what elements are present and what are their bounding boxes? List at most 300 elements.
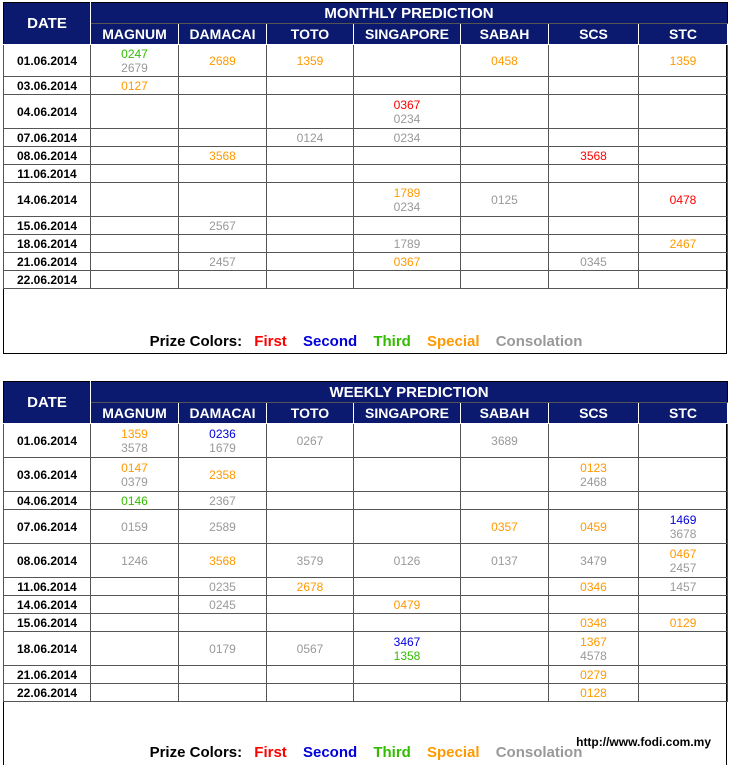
prediction-cell-stc: [639, 632, 728, 666]
predicted-number: 2468: [580, 474, 607, 489]
prediction-cell-sabah: [461, 147, 549, 165]
prediction-cell-scs: [549, 596, 639, 614]
prediction-cell-scs: [549, 666, 639, 684]
prediction-cell-damacai: [179, 510, 267, 544]
prediction-cell-magnum: [91, 165, 179, 183]
prediction-cell-damacai: [179, 632, 267, 666]
prediction-cell-magnum: [91, 271, 179, 289]
prediction-cell-damacai: [179, 165, 267, 183]
predicted-number: 0458: [491, 53, 518, 68]
prediction-cell-sabah: [461, 183, 549, 217]
prediction-cell-magnum: [91, 666, 179, 684]
prediction-cell-stc: [639, 253, 728, 271]
prediction-cell-scs: [549, 183, 639, 217]
prediction-cell-toto: [267, 271, 354, 289]
predicted-number: 0459: [580, 519, 607, 534]
prediction-cell-stc: [639, 578, 728, 596]
predicted-number: 0235: [209, 579, 236, 594]
prediction-cell-damacai: [179, 666, 267, 684]
date-cell: 15.06.2014: [4, 217, 91, 235]
prediction-cell-stc: [639, 544, 728, 578]
table-row: [4, 45, 728, 77]
prediction-cell-stc: [639, 424, 728, 458]
date-cell: 18.06.2014: [4, 235, 91, 253]
predicted-number: 3568: [580, 148, 607, 163]
prediction-cell-toto: [267, 666, 354, 684]
predicted-number: 3579: [296, 553, 324, 568]
predicted-number: 0245: [209, 597, 236, 612]
prediction-cell-magnum: [91, 510, 179, 544]
predicted-number: 0179: [209, 641, 236, 656]
prediction-cell-sabah: [461, 165, 549, 183]
predicted-number: 0279: [580, 667, 607, 682]
prediction-cell-sabah: [461, 271, 549, 289]
predicted-number: 0128: [580, 685, 607, 700]
legend-second: Second: [302, 333, 358, 350]
prediction-cell-stc: [639, 235, 728, 253]
site-url: http://www.fodi.com.my: [576, 735, 711, 749]
prediction-cell-magnum: [91, 77, 179, 95]
prediction-cell-damacai: [179, 458, 267, 492]
column-header-magnum: MAGNUM: [91, 24, 179, 45]
predicted-number: 0478: [669, 192, 697, 207]
prediction-cell-magnum: [91, 632, 179, 666]
column-header-toto: TOTO: [267, 403, 354, 424]
prediction-cell-scs: [549, 544, 639, 578]
table-row: [4, 544, 728, 578]
prediction-cell-stc: [639, 183, 728, 217]
predicted-number: 2679: [121, 60, 148, 75]
predicted-number: 0348: [580, 615, 607, 630]
prediction-cell-magnum: [91, 458, 179, 492]
prediction-cell-stc: [639, 45, 728, 77]
monthly-prediction-panel: [3, 2, 727, 354]
prediction-cell-toto: [267, 544, 354, 578]
legend-third: Third: [373, 744, 411, 761]
prediction-cell-singapore: [354, 492, 461, 510]
prediction-cell-stc: [639, 510, 728, 544]
prediction-cell-toto: [267, 95, 354, 129]
weekly-prediction-panel: [3, 381, 727, 765]
table-row: [4, 424, 728, 458]
table-row: [4, 217, 728, 235]
prediction-cell-singapore: [354, 544, 461, 578]
prediction-cell-stc: [639, 492, 728, 510]
prediction-cell-toto: [267, 147, 354, 165]
predicted-number: 2367: [209, 493, 236, 508]
legend-second: Second: [302, 744, 358, 761]
legend-consolation: Consolation: [495, 333, 583, 350]
date-cell: 22.06.2014: [4, 684, 91, 702]
prediction-cell-stc: [639, 147, 728, 165]
predicted-number: 0127: [121, 78, 148, 93]
prediction-cell-stc: [639, 614, 728, 632]
predicted-number: 0129: [669, 615, 697, 630]
prediction-cell-damacai: [179, 77, 267, 95]
prediction-cell-damacai: [179, 235, 267, 253]
prediction-cell-magnum: [91, 424, 179, 458]
table-row: [4, 578, 728, 596]
prediction-cell-singapore: [354, 614, 461, 632]
table-row: [4, 183, 728, 217]
predicted-number: 0137: [491, 553, 518, 568]
prediction-cell-damacai: [179, 147, 267, 165]
predicted-number: 0345: [580, 254, 607, 269]
prediction-cell-sabah: [461, 544, 549, 578]
prediction-cell-sabah: [461, 666, 549, 684]
prediction-cell-damacai: [179, 492, 267, 510]
prediction-cell-toto: [267, 424, 354, 458]
prediction-cell-stc: [639, 217, 728, 235]
predicted-number: 0379: [121, 474, 148, 489]
predicted-number: 0367: [393, 254, 421, 269]
prediction-cell-toto: [267, 578, 354, 596]
date-cell: 14.06.2014: [4, 596, 91, 614]
prediction-cell-singapore: [354, 147, 461, 165]
table-row: [4, 271, 728, 289]
prediction-cell-singapore: [354, 77, 461, 95]
prediction-cell-scs: [549, 235, 639, 253]
prediction-cell-toto: [267, 183, 354, 217]
prediction-cell-sabah: [461, 45, 549, 77]
date-header: DATE: [4, 3, 91, 45]
table-row: [4, 77, 728, 95]
column-header-magnum: MAGNUM: [91, 403, 179, 424]
date-cell: 22.06.2014: [4, 271, 91, 289]
predicted-number: 1359: [296, 53, 324, 68]
weekly-prediction-table: [3, 381, 728, 702]
prediction-cell-singapore: [354, 183, 461, 217]
prediction-cell-scs: [549, 614, 639, 632]
predicted-number: 0357: [491, 519, 518, 534]
date-cell: 11.06.2014: [4, 578, 91, 596]
date-cell: 15.06.2014: [4, 614, 91, 632]
prediction-cell-toto: [267, 596, 354, 614]
date-cell: 08.06.2014: [4, 544, 91, 578]
monthly-prediction-table: [3, 2, 728, 289]
column-header-singapore: SINGAPORE: [354, 403, 461, 424]
table-row: [4, 253, 728, 271]
prediction-cell-damacai: [179, 45, 267, 77]
prediction-cell-magnum: [91, 684, 179, 702]
prediction-cell-sabah: [461, 578, 549, 596]
predicted-number: 0247: [121, 46, 148, 61]
prediction-cell-sabah: [461, 95, 549, 129]
prediction-cell-stc: [639, 165, 728, 183]
date-cell: 04.06.2014: [4, 492, 91, 510]
prediction-cell-stc: [639, 666, 728, 684]
predicted-number: 0467: [669, 546, 697, 561]
date-cell: 01.06.2014: [4, 45, 91, 77]
prediction-cell-magnum: [91, 183, 179, 217]
prediction-cell-toto: [267, 458, 354, 492]
prediction-cell-singapore: [354, 510, 461, 544]
table-row: [4, 510, 728, 544]
prediction-cell-stc: [639, 129, 728, 147]
predicted-number: 0146: [121, 493, 148, 508]
predicted-number: 4578: [580, 648, 607, 663]
prediction-cell-magnum: [91, 217, 179, 235]
prediction-cell-stc: [639, 684, 728, 702]
prediction-cell-stc: [639, 77, 728, 95]
table-row: [4, 666, 728, 684]
column-header-singapore: SINGAPORE: [354, 24, 461, 45]
prediction-cell-scs: [549, 45, 639, 77]
prediction-cell-toto: [267, 77, 354, 95]
table-row: [4, 129, 728, 147]
column-header-scs: SCS: [549, 24, 639, 45]
prediction-cell-toto: [267, 129, 354, 147]
predicted-number: 1789: [393, 185, 421, 200]
table-row: [4, 614, 728, 632]
prediction-cell-scs: [549, 492, 639, 510]
legend-third: Third: [373, 333, 411, 350]
prediction-cell-stc: [639, 95, 728, 129]
prediction-cell-toto: [267, 492, 354, 510]
date-cell: 07.06.2014: [4, 129, 91, 147]
prediction-cell-damacai: [179, 578, 267, 596]
predicted-number: 3568: [209, 148, 236, 163]
prediction-cell-magnum: [91, 95, 179, 129]
prediction-cell-damacai: [179, 253, 267, 271]
legend-first: First: [254, 744, 287, 761]
column-header-stc: STC: [639, 403, 728, 424]
date-cell: 03.06.2014: [4, 77, 91, 95]
column-header-damacai: DAMACAI: [179, 24, 267, 45]
prediction-cell-scs: [549, 578, 639, 596]
predicted-number: 1359: [669, 53, 697, 68]
predicted-number: 0367: [393, 97, 421, 112]
predicted-number: 1367: [580, 634, 607, 649]
prediction-cell-singapore: [354, 129, 461, 147]
column-header-toto: TOTO: [267, 24, 354, 45]
predicted-number: 3578: [121, 440, 148, 455]
predicted-number: 0346: [580, 579, 607, 594]
prediction-cell-scs: [549, 424, 639, 458]
column-header-sabah: SABAH: [461, 24, 549, 45]
prediction-cell-damacai: [179, 95, 267, 129]
date-cell: 01.06.2014: [4, 424, 91, 458]
prediction-cell-scs: [549, 129, 639, 147]
column-header-stc: STC: [639, 24, 728, 45]
date-cell: 21.06.2014: [4, 666, 91, 684]
date-cell: 04.06.2014: [4, 95, 91, 129]
prediction-cell-singapore: [354, 271, 461, 289]
prediction-cell-scs: [549, 632, 639, 666]
prediction-cell-singapore: [354, 253, 461, 271]
predicted-number: 2358: [209, 467, 236, 482]
prediction-cell-toto: [267, 217, 354, 235]
prediction-cell-sabah: [461, 458, 549, 492]
table-row: [4, 235, 728, 253]
prediction-cell-singapore: [354, 578, 461, 596]
prediction-cell-sabah: [461, 253, 549, 271]
prediction-cell-damacai: [179, 183, 267, 217]
prediction-cell-toto: [267, 45, 354, 77]
predicted-number: 3467: [393, 634, 421, 649]
table-row: [4, 632, 728, 666]
prediction-cell-sabah: [461, 596, 549, 614]
prediction-cell-damacai: [179, 544, 267, 578]
prediction-cell-stc: [639, 596, 728, 614]
predicted-number: 1359: [121, 426, 148, 441]
prediction-cell-magnum: [91, 45, 179, 77]
prediction-cell-toto: [267, 253, 354, 271]
predicted-number: 2457: [209, 254, 236, 269]
predicted-number: 2457: [669, 560, 697, 575]
predicted-number: 0234: [393, 130, 421, 145]
prediction-cell-singapore: [354, 458, 461, 492]
date-cell: 03.06.2014: [4, 458, 91, 492]
prediction-cell-scs: [549, 510, 639, 544]
prediction-cell-singapore: [354, 45, 461, 77]
prediction-cell-sabah: [461, 424, 549, 458]
prediction-cell-magnum: [91, 544, 179, 578]
prediction-cell-sabah: [461, 614, 549, 632]
prediction-cell-scs: [549, 253, 639, 271]
prediction-cell-toto: [267, 165, 354, 183]
table-row: [4, 492, 728, 510]
prediction-cell-singapore: [354, 666, 461, 684]
prediction-cell-damacai: [179, 684, 267, 702]
prediction-cell-singapore: [354, 217, 461, 235]
prediction-cell-sabah: [461, 217, 549, 235]
prediction-cell-singapore: [354, 424, 461, 458]
table-row: [4, 165, 728, 183]
prediction-cell-stc: [639, 271, 728, 289]
prediction-cell-scs: [549, 95, 639, 129]
table-row: [4, 684, 728, 702]
prediction-cell-damacai: [179, 424, 267, 458]
prediction-cell-singapore: [354, 165, 461, 183]
prediction-cell-magnum: [91, 492, 179, 510]
column-header-scs: SCS: [549, 403, 639, 424]
predicted-number: 2567: [209, 218, 236, 233]
predicted-number: 0234: [393, 111, 421, 126]
predicted-number: 1457: [669, 579, 697, 594]
prediction-cell-toto: [267, 684, 354, 702]
legend-special: Special: [427, 744, 480, 761]
predicted-number: 3479: [580, 553, 607, 568]
date-cell: 14.06.2014: [4, 183, 91, 217]
monthly-title: MONTHLY PREDICTION: [91, 3, 728, 24]
predicted-number: 1358: [393, 648, 421, 663]
prediction-cell-toto: [267, 235, 354, 253]
date-cell: 21.06.2014: [4, 253, 91, 271]
prediction-cell-magnum: [91, 578, 179, 596]
prediction-cell-sabah: [461, 77, 549, 95]
predicted-number: 2678: [296, 579, 324, 594]
predicted-number: 1246: [121, 553, 148, 568]
prediction-cell-singapore: [354, 95, 461, 129]
predicted-number: 2589: [209, 519, 236, 534]
weekly-rows: [4, 424, 728, 702]
prediction-cell-damacai: [179, 129, 267, 147]
column-header-row: [4, 24, 728, 45]
predicted-number: 0479: [393, 597, 421, 612]
prediction-cell-damacai: [179, 217, 267, 235]
prediction-cell-sabah: [461, 684, 549, 702]
monthly-rows: [4, 45, 728, 289]
prediction-cell-sabah: [461, 129, 549, 147]
prediction-cell-sabah: [461, 632, 549, 666]
prediction-cell-sabah: [461, 492, 549, 510]
prediction-cell-singapore: [354, 596, 461, 614]
prediction-cell-singapore: [354, 632, 461, 666]
prize-colors-legend: [4, 333, 728, 350]
prediction-cell-singapore: [354, 684, 461, 702]
table-row: [4, 147, 728, 165]
prediction-cell-toto: [267, 614, 354, 632]
prediction-cell-scs: [549, 165, 639, 183]
prediction-cell-toto: [267, 632, 354, 666]
predicted-number: 0567: [296, 641, 324, 656]
predicted-number: 2689: [209, 53, 236, 68]
prediction-cell-magnum: [91, 596, 179, 614]
predicted-number: 1679: [209, 440, 236, 455]
prediction-cell-sabah: [461, 235, 549, 253]
table-row: [4, 95, 728, 129]
predicted-number: 1469: [669, 512, 697, 527]
prediction-cell-magnum: [91, 614, 179, 632]
prediction-cell-sabah: [461, 510, 549, 544]
prediction-cell-toto: [267, 510, 354, 544]
prediction-cell-scs: [549, 77, 639, 95]
table-row: [4, 596, 728, 614]
predicted-number: 1789: [393, 236, 421, 251]
date-cell: 07.06.2014: [4, 510, 91, 544]
predicted-number: 0159: [121, 519, 148, 534]
prediction-cell-magnum: [91, 253, 179, 271]
table-row: [4, 458, 728, 492]
prediction-cell-scs: [549, 458, 639, 492]
prediction-cell-damacai: [179, 271, 267, 289]
column-header-damacai: DAMACAI: [179, 403, 267, 424]
predicted-number: 3689: [491, 433, 518, 448]
prediction-cell-magnum: [91, 235, 179, 253]
predicted-number: 0267: [296, 433, 324, 448]
prediction-cell-scs: [549, 271, 639, 289]
prediction-cell-magnum: [91, 129, 179, 147]
prediction-cell-damacai: [179, 614, 267, 632]
predicted-number: 2467: [669, 236, 697, 251]
predicted-number: 0123: [580, 460, 607, 475]
weekly-title: WEEKLY PREDICTION: [91, 382, 728, 403]
prediction-cell-scs: [549, 217, 639, 235]
date-cell: 18.06.2014: [4, 632, 91, 666]
column-header-sabah: SABAH: [461, 403, 549, 424]
prediction-cell-scs: [549, 147, 639, 165]
predicted-number: 3678: [669, 526, 697, 541]
column-header-row: [4, 403, 728, 424]
predicted-number: 0126: [393, 553, 421, 568]
prediction-cell-stc: [639, 458, 728, 492]
predicted-number: 0125: [491, 192, 518, 207]
legend-first: First: [254, 333, 287, 350]
predicted-number: 3568: [209, 553, 236, 568]
prediction-cell-magnum: [91, 147, 179, 165]
date-cell: 11.06.2014: [4, 165, 91, 183]
prediction-cell-singapore: [354, 235, 461, 253]
prediction-cell-scs: [549, 684, 639, 702]
predicted-number: 0234: [393, 199, 421, 214]
predicted-number: 0147: [121, 460, 148, 475]
prediction-cell-damacai: [179, 596, 267, 614]
date-cell: 08.06.2014: [4, 147, 91, 165]
predicted-number: 0236: [209, 426, 236, 441]
date-header: DATE: [4, 382, 91, 424]
predicted-number: 0124: [296, 130, 324, 145]
